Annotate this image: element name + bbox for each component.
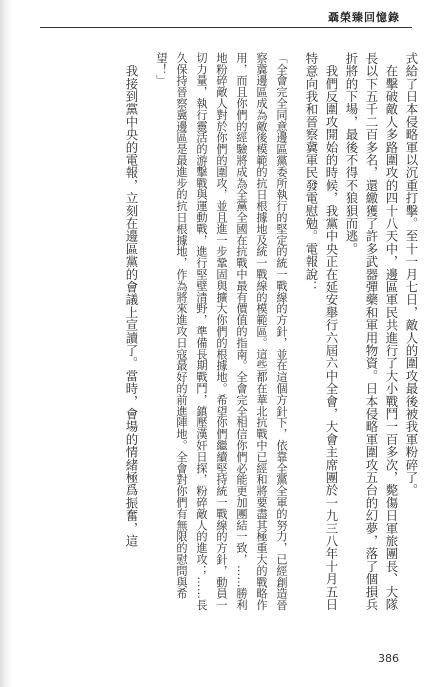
running-header: 聶榮臻回憶錄 bbox=[328, 11, 400, 24]
page-number: 386 bbox=[378, 652, 399, 665]
telegram-quote: 「全會完全同意邊區黨委所執行的堅定的統一戰線的方針，並在這個方針下，依靠全黨全軍的努力，已經創造晉察冀邊區成為敵後模範的抗日根據地及統一戰線的模範區。這些都在華北抗戰中已經和將要盡其極重大的戰略作用，而且你們的經驗將成為全黨全國在抗戰中最有價值的指南。全會完全相信你們必能更加團結一致，……勝利地粉碎敵人對於你們的圍攻，並且進一步鞏固與擴大你們的根據地。希望你們繼續堅持統一戰線的方針，動員一切力量，執行靈活的游擊戰與運動戰，進行堅壁清野，準備長期戰鬥，鎮壓漢奸日探，粉碎敵人的進攻；……長久保持晉察冀邊區是最進步的抗日根據地，作為將來進攻日寇最好的前進陣地。全會對你們有無限的慰問與希望！」 bbox=[155, 52, 288, 611]
paragraph-3: 我們反圍攻開始的時候，我黨中央正在延安舉行六屆六中全會，大會主席團於一九三八年十月五日特意向我和晉察冀軍民發電慰勉。電報說： bbox=[304, 52, 339, 611]
body-text bbox=[121, 52, 421, 612]
paragraph-1: 式給了日本侵略軍以沉重打擊。至十一月七日，敵人的圍攻最後被我軍粉碎了。 bbox=[404, 52, 419, 497]
header-rule bbox=[40, 27, 412, 28]
paragraph-4: 我接到黨中央的電報，立刻在邊區黨的會議上宣讀了。當時，會場的情緒極爲振奮，這 bbox=[124, 52, 139, 548]
paragraph-2: 在擊破敵人多路圍攻的四十八天中，邊區軍民共進行了大小戰鬥一百多次，斃傷日軍旅團長、大隊長以下五千二百多名，還繳獲了許多武器彈藥和軍用物資。日本侵略軍圍攻五台的幻夢，落了個損兵折將的下場，最後不得不狼狽而逃。 bbox=[344, 52, 399, 611]
